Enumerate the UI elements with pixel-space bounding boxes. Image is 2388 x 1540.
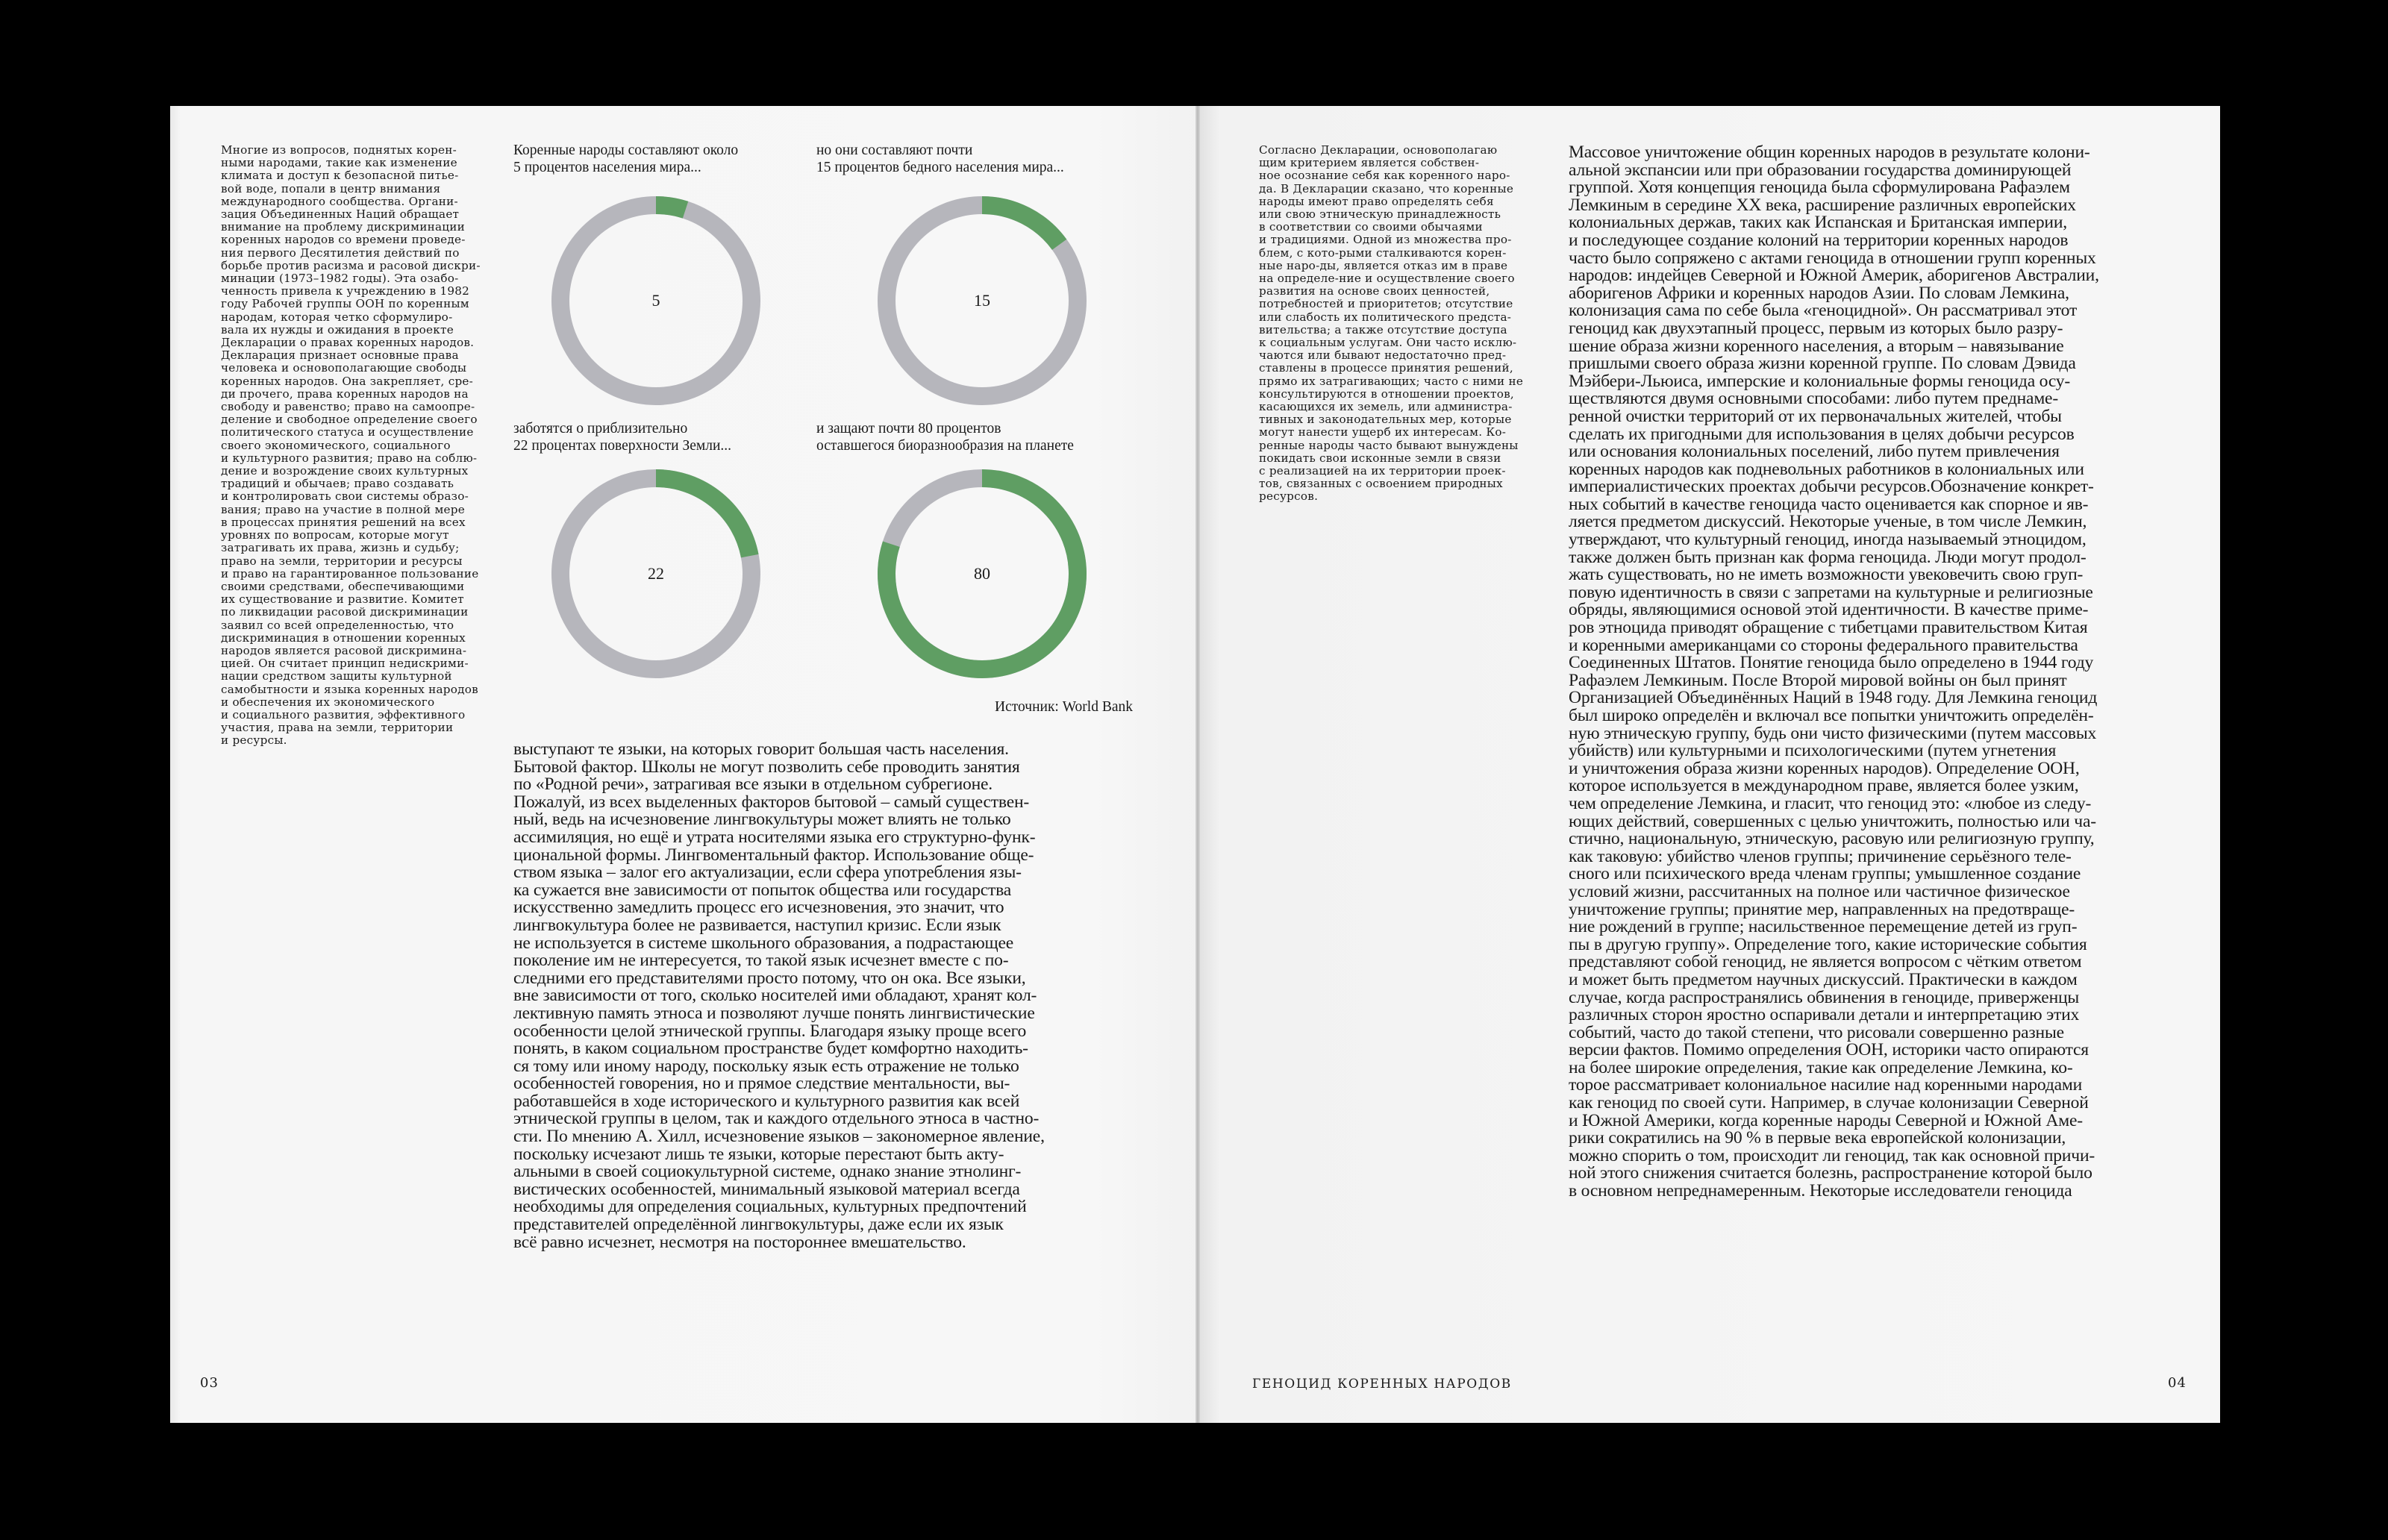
right-side-column: Согласно Декларации, основополагаю щим критерием является собствен- ное осознание себя как коренного наро- да. В Декларации сказано, что коренные народы имеют право определять себя или свою этническую принадлежность в соответствии со своими обычаями и традициями. Одной из множества про- блем, с кото-рыми сталкиваются корен- ные наро-ды, является отказ им в праве на определе-ние и осуществление своего развития на основе своих ценностей, потребностей и приоритетов; отсутствие или слабость их политического предста- вительства; а также отсутствие доступа к социальным услугам. Они часто исклю- чаются или бывают недостаточно пред- ставлены в процессе принятия решений, прямо их затрагивающих; часто с ними не консультируются в отношении проектов, касающихся их земель, или администра- тивных и законодательных мер, которые могут нанести ущерб их интересам. Ко- ренные народы часто бывают вынуждены покидать свои исконные земли в связи с реализацией на их территории проек- тов, связанных с освоением природных ресурсов. (1259, 143, 1524, 504)
donut-chart-3 (544, 462, 768, 686)
left-main-text: выступают те языки, на которых говорит большая часть населения. Бытовой фактор. Школы не могут позволить себе проводить занятия по «Родной речи», затрагивая все языки в отдельном субрегионе. Пожалуй, из всех выделенных факторов бытовой – самый существен- ный, ведь на исчезновение лингвокультуры может влиять не только ассимиляция, но ещё и утрата носителями языка его структурно-функ- циональной формы. Лингвоментальный фактор. Использование обще- ством языка – залог его актуализации, если сфера употребления язы- ка сужается вне зависимости от попыток общества или государства искусственно замедлить процесс его исчезновения, это значит, что лингвокультура более не развивается, наступил кризис. Если язык не используется в системе школьного образования, а подрастающее поколение им не интересуется, то такой язык исчезнет вместе с по- следними его представителями просто потому, что он ока. Все языки, вне зависимости от того, сколько носителей ими обладают, хранят кол- лективную память этноса и позволяют лучше понять лингвистические особенности целой этнической группы. Благодаря языку проще всего понять, в каком социальном пространстве будет комфортно находить- ся тому или иному народу, поскольку язык есть отражение не только особенностей говорения, но и прямое следствие ментальности, вы- работавшейся в ходе исторического и культурного развития как всей этнической группы в целом, так и каждого отдельного этноса в частно- сти. По мнению А. Хилл, исчезновение языков – закономерное явление, поскольку исчезают лишь те языки, которые перестают быть акту- альными в своей социокультурной системе, однако знание этнолинг- вистических особенностей, минимальный языковой материал всегда необходимы для определения социальных, культурных предпочтений представителей определённой лингвокультуры, даже если их язык всё равно исчезнет, несмотря на постороннее вмешательство. (513, 739, 1045, 1252)
donut-value-label: 80 (974, 564, 990, 583)
donut-chart-1 (544, 189, 768, 413)
donut-value-label: 22 (648, 564, 664, 583)
spine-gutter (1195, 106, 1200, 1423)
donut-caption-2: но они составляют почти 15 процентов бедного населения мира... (816, 143, 1064, 175)
donut-caption-1: Коренные народы составляют около 5 процентов населения мира... (513, 143, 739, 175)
donut-chart-2 (870, 189, 1094, 413)
right-main-text: Массовое уничтожение общин коренных народов в результате колони- альной экспансии или при образовании государства доминирующей группой. Хотя концепция геноцида была сформулирована Рафаэлем Лемкиным в середине XX века, расширение различных европейских колониальных держав, таких как Испанская и Британская империи, и последующее создание колоний на территории коренных народов часто было сопряжено с актами геноцида в отношении групп коренных народов: индейцев Северной и Южной Америк, аборигенов Австралии, аборигенов Африки и коренных народов Азии. По словам Лемкина, колонизация сама по себе была «геноцидной». Он рассматривал этот геноцид как двухэтапный процесс, первым из которых было разру- шение образа жизни коренного населения, а вторым – навязывание пришлыми своего образа жизни коренной группе. По словам Дэвида Мэйбери-Льюиса, имперские и колониальные формы геноцида осу- ществляются двумя основными способами: либо путем преднаме- ренной очистки территорий от их первоначальных жителей, чтобы сделать их пригодными для использования в целях добычи ресурсов или основания колониальных поселений, либо путем привлечения коренных народов как подневольных работников в колониальных или империалистических проектах добычи ресурсов.Обозначение конкрет- ных событий в качестве геноцида часто оценивается как спорное и яв- ляется предметом дискуссий. Некоторые ученые, в том числе Лемкин, утверждают, что культурный геноцид, иногда называемый этноцидом, также должен быть признан как форма геноцида. Люди могут продол- жать существовать, но не иметь возможности увековечить свою груп- повую идентичность в связи с запретами на культурные и религиозные обряды, являющимися основой этой идентичности. В качестве приме- ров этноцида приводят обращение с тибетцами правительством Китая и коренными американцами со стороны федерального правительства Соединенных Штатов. Понятие геноцида было определено в 1944 году Рафаэлем Лемкиным. После Второй мировой войны он был принят Организацией Объединённых Наций в 1948 году. Для Лемкина геноцид был широко определён и включал все попытки уничтожить определён- ную этническую группу, будь они чисто физическими (путем массовых убийств) или культурными и психологическими (путем угнетения и уничтожения образа жизни коренных народов). Определение ООН, которое используется в международном праве, является более узким, чем определение Лемкина, и гласит, что геноцид это: «любое из следу- ющих действий, совершенных с целью уничтожить, полностью или ча- стично, национальную, этническую, расовую или религиозную группу, как таковую: убийство членов группы; причинение серьёзного теле- сного или психического вреда членам группы; умышленное создание условий жизни, рассчитанных на полное или частичное физическое уничтожение группы; принятие мер, направленных на предотвраще- ние рождений в группе; насильственное перемещение детей из груп- пы в другую группу». Определение того, какие исторические события представляют собой геноцид, не является вопросом с чётким ответом и может быть предметом научных дискуссий. Практически в каждом случае, когда распространялись обвинения в геноциде, приверженцы различных сторон яростно оспаривали детали и интерпретацию этих событий, часто до такой степени, что рисовали совершенно разные версии фактов. Помимо определения ООН, историки часто опираются на более широкие определения, такие как определение Лемкина, ко- торое рассматривает колониальное насилие над коренными народами как геноцид по своей сути. Например, в случае колонизации Северной и Южной Америки, когда коренные народы Северной и Южной Аме- рики сократились на 90 % в первые века европейской колонизации, можно спорить о том, происходит ли геноцид, так как основной причи- ной этого снижения считается болезнь, распространение которой было в основном непреднамеренным. Некоторые исследователи геноцида (1569, 143, 2099, 1201)
donut-caption-3: заботятся о приблизительно 22 процентах поверхности Земли... (513, 421, 732, 454)
running-title: ГЕНОЦИД КОРЕННЫХ НАРОДОВ (1252, 1377, 1512, 1392)
chart-source: Источник: World Bank (995, 699, 1133, 715)
donut-value-label: 5 (651, 291, 660, 310)
page-number-left: 03 (200, 1375, 219, 1391)
page-number-right: 04 (2168, 1375, 2187, 1391)
donut-chart-4 (870, 462, 1094, 686)
donut-caption-4: и защают почти 80 процентов оставшегося биоразнообразия на планете (816, 421, 1074, 454)
left-side-column: Многие из вопросов, поднятых корен- ными народами, такие как изменение климата и доступ к безопасной питье- вой воде, попали в центр внимания международного сообщества. Органи- зация Объединенных Наций обращает внимание на проблему дискриминации коренных народов со времени проведе- ния первого Десятилетия действий по борьбе против расизма и расовой дискри- минации (1973–1982 годы). Эта озабо- ченность привела к учреждению в 1982 году Рабочей группы ООН по коренным народам, которая четко сформулиро- вала их нужды и ожидания в проекте Декларации о правах коренных народов. Декларация признает основные права человека и основополагающие свободы коренных народов. Она закрепляет, сре- ди прочего, права коренных народов на свободу и равенство; право на самоопре- деление и свободное определение своего политического статуса и осуществление своего экономического, социального и культурного развития; право на соблю- дение и возрождение своих культурных традиций и обычаев; право создавать и контролировать свои системы образо- вания; право на участие в полной мере в процессах принятия решений на всех уровнях по вопросам, которые могут затрагивать их права, жизнь и судьбу; право на земли, территории и ресурсы и право на гарантированное пользование своими средствами, обеспечивающими их существование и развитие. Комитет по ликвидации расовой дискриминации заявил со всей определенностью, что дискриминация в отношении коренных народов является расовой дискримина- цией. Он считает принцип недискрими- нации средством защиты культурной самобытности и языка коренных народов и обеспечения их экономического и социального развития, эффективного участия, права на земли, территории и ресурсы. (221, 143, 481, 748)
donut-value-label: 15 (974, 291, 990, 310)
